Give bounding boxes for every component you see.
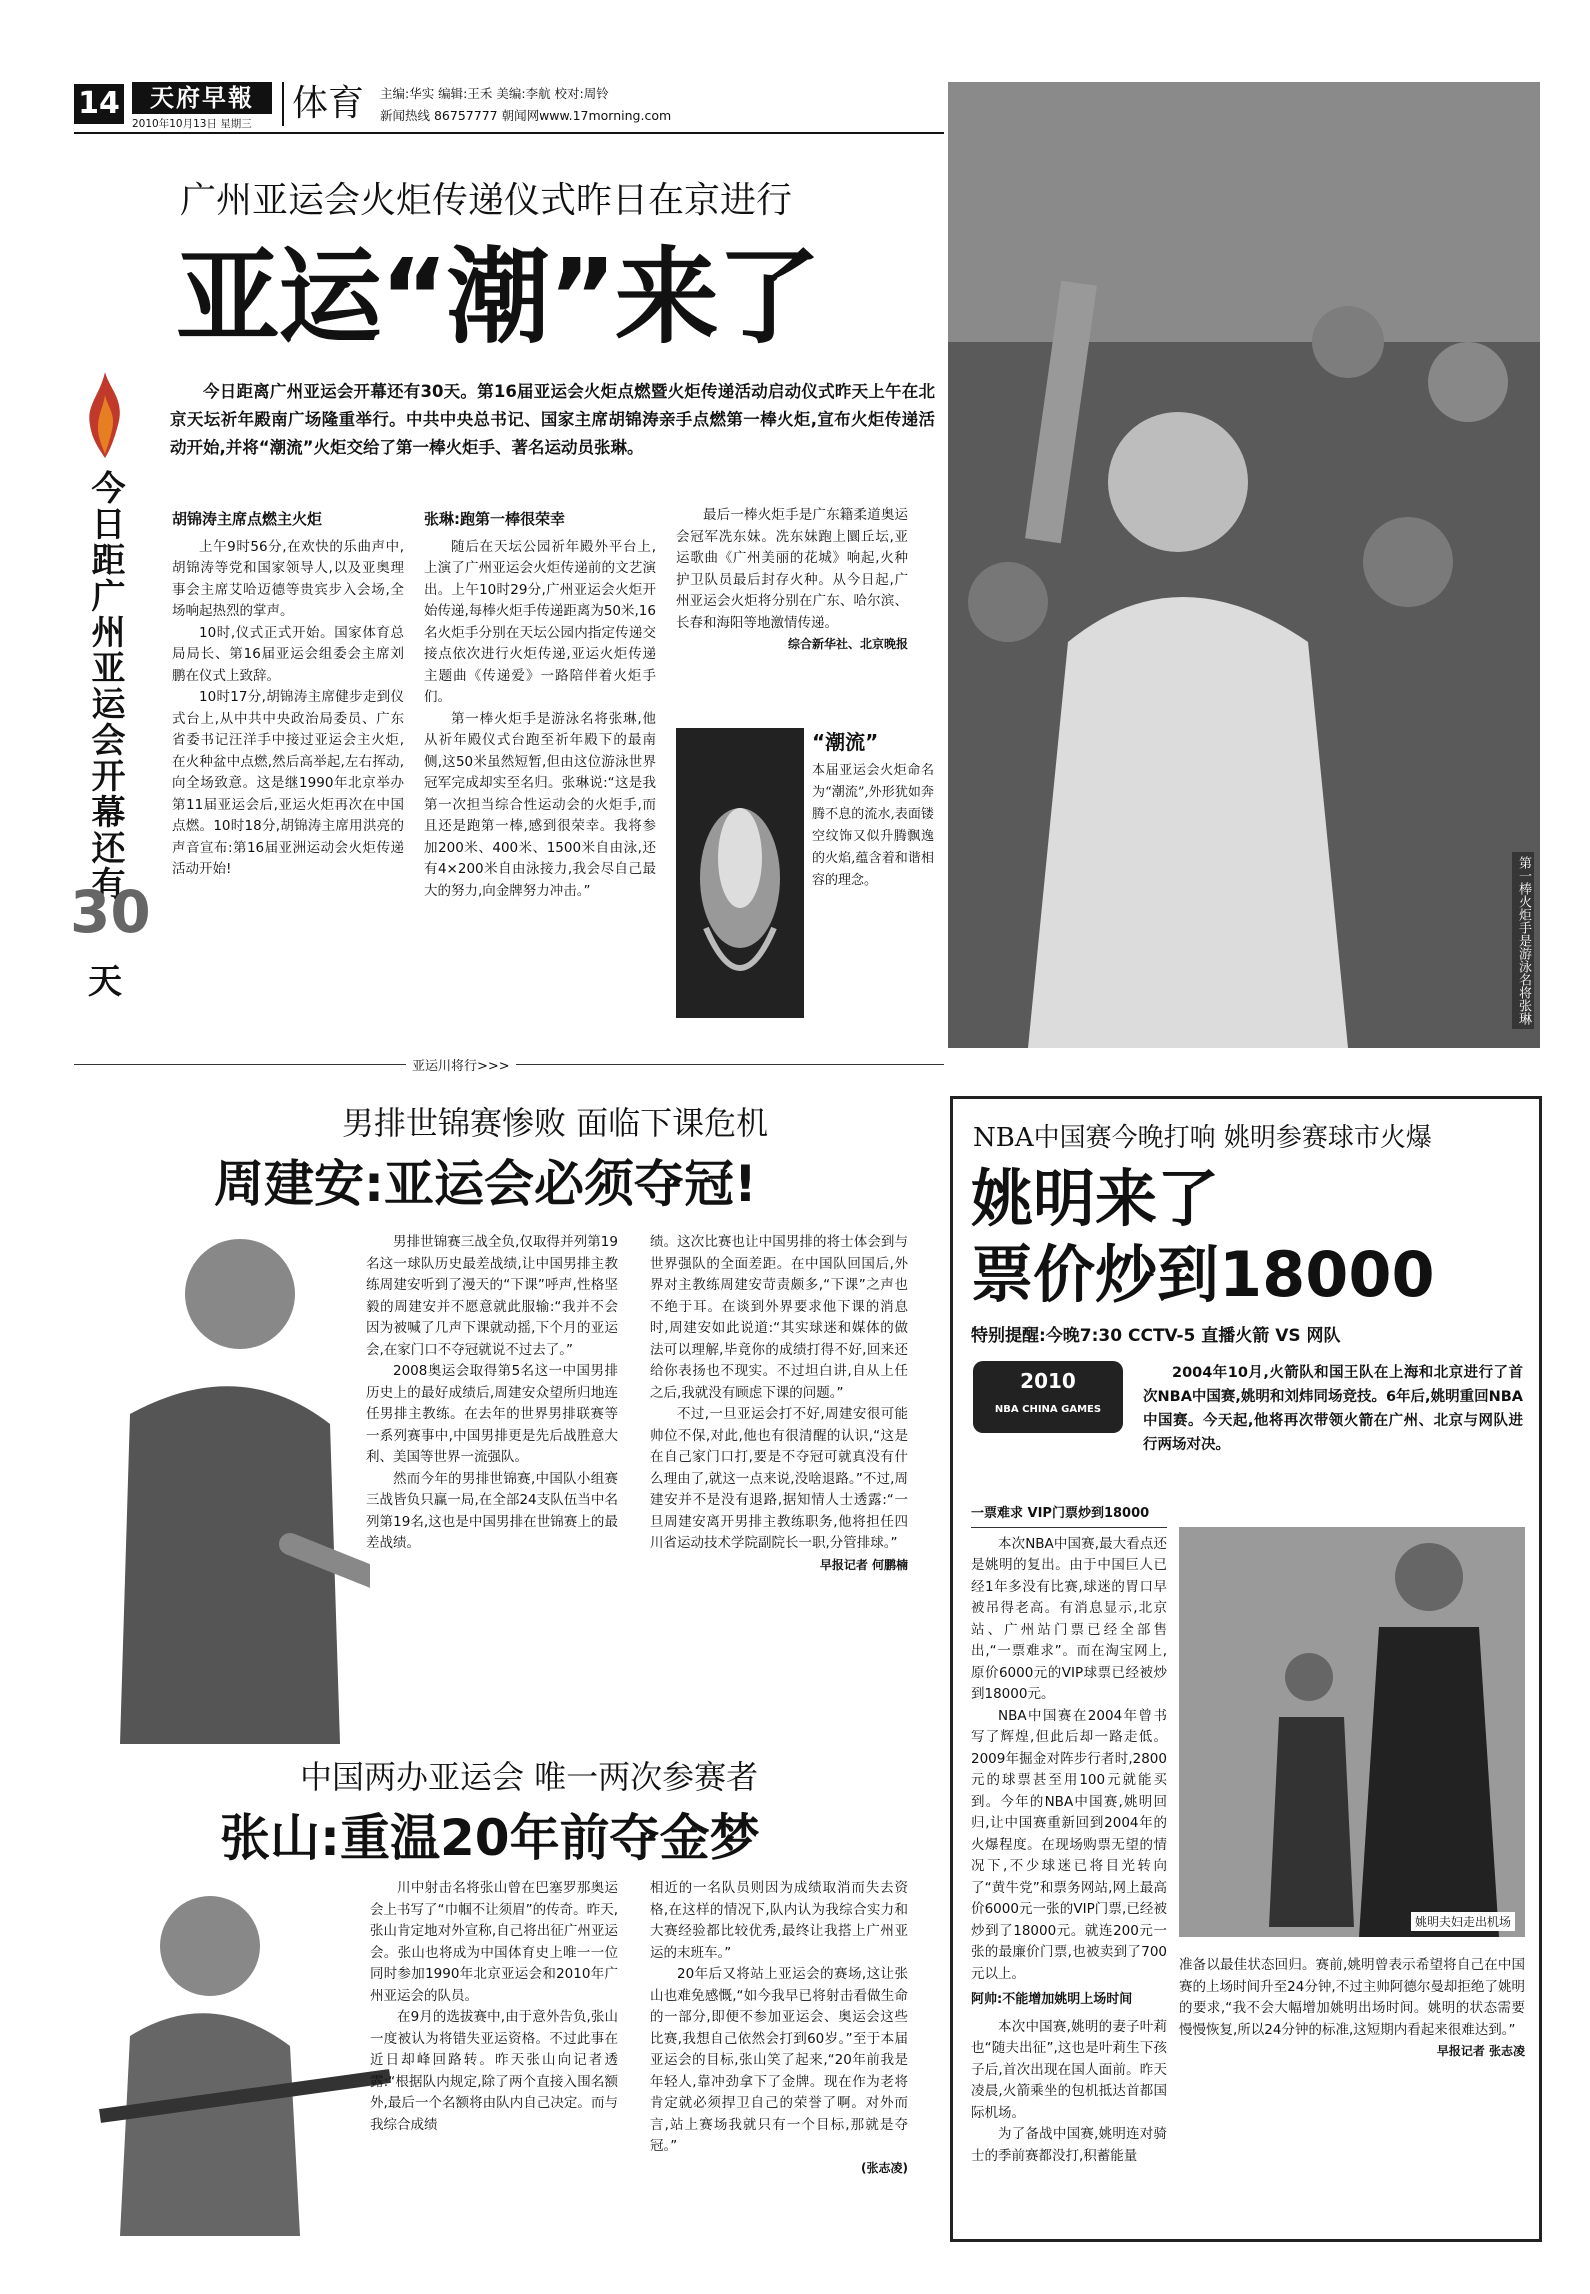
zhangshan-headline: 张山:重温20年前夺金梦 <box>220 1809 760 1867</box>
main-lead: 今日距离广州亚运会开幕还有30天。第16届亚运会火炬点燃暨火炬传递活动启动仪式昨天上午在北京天坛祈年殿南广场隆重举行。中共中央总书记、国家主席胡锦涛亲手点燃第一棒火炬,宣布火炬传递活动开始,并将“潮流”火炬交给了第一棒火炬手、著名运动员张琳。 <box>170 382 935 457</box>
logo-text: NBA CHINA GAMES <box>994 1404 1102 1415</box>
yao-photo-caption: 姚明夫妇走出机场 <box>1411 1912 1515 1931</box>
nba-headline-2: 票价炒到18000 <box>971 1238 1435 1311</box>
main-col1-p1: 上午9时56分,在欢快的乐曲声中,胡锦涛等党和国家领导人,以及亚奥理事会主席艾哈迈德等贵宾步入会场,全场响起热烈的掌声。 <box>172 538 404 619</box>
zhangshan-photo <box>90 1876 400 2236</box>
zhangshan-col-2 <box>650 1878 908 2179</box>
flame-logo <box>80 370 130 460</box>
nba-sub-2: 阿帅:不能增加姚明上场时间 <box>971 1992 1133 2007</box>
main-col1-subhead: 胡锦涛主席点燃主火炬 <box>172 510 323 528</box>
yao-couple-photo <box>1179 1527 1525 1937</box>
nba-p1: 本次NBA中国赛,最大看点还是姚明的复出。由于中国巨人已经1年多没有比赛,球迷的胃口早被吊得老高。有消息显示,北京站、广州站门票已经全部售出,“一票难求”。而在淘宝网上,原价6000元的VIP球票已经被炒到18000元。 <box>971 1535 1167 1702</box>
nba-sub-1: 一票难求 VIP门票炒到18000 <box>971 1503 1167 1528</box>
main-col-3 <box>676 505 908 656</box>
countdown-sidebar <box>70 370 151 1020</box>
volleyball-col-2 <box>650 1232 908 1576</box>
main-col2-subhead: 张琳:跑第一棒很荣幸 <box>424 510 565 528</box>
hotline: 新闻热线 86757777 朝闻网www.17morning.com <box>380 108 672 123</box>
coach-photo <box>90 1224 370 1744</box>
photo-caption: 第一棒火炬手是游泳名将张琳 <box>1512 852 1534 1029</box>
volleyball-headline: 周建安:亚运会必须夺冠! <box>214 1155 757 1213</box>
main-col2-p2: 第一棒火炬手是游泳名将张琳,他从祈年殿仪式台跑至祈年殿下的最南侧,这50米虽然短暂,但由这位游泳世界冠军完成却实至名归。张琳说:“这是我第一次担当综合性运动会的火炬手,而且还是跑第一棒,感到很荣幸。我将参加200米、400米、1500米自由泳,还有4×200米自由泳接力,我会尽自己最大的努力,向金牌努力冲击。” <box>424 710 656 899</box>
volleyball-credit: 早报记者 何鹏楠 <box>819 1557 908 1572</box>
countdown-number: 30 <box>70 878 151 946</box>
paper-logo: 天府早報 <box>132 82 272 114</box>
divider-label: 亚运川将行>>> <box>406 1055 516 1074</box>
volleyball-kicker: 男排世锦赛惨败 面临下课危机 <box>342 1104 769 1142</box>
torch-box <box>676 720 938 1020</box>
countdown-unit: 天 <box>88 962 122 1002</box>
zhangshan-col-1 <box>370 1878 618 2136</box>
main-kicker: 广州亚运会火炬传递仪式昨日在京进行 <box>180 180 793 221</box>
main-col1-p3: 10时17分,胡锦涛主席健步走到仪式台上,从中共中央政治局委员、广东省委书记汪洋手中接过亚运会主火炬,在火种盆中点燃,然后高举起,左右挥动,向全场致意。这是继1990年北京举办第11届亚运会后,亚运火炬再次在中国点燃。10时18分,胡锦涛主席用洪亮的声音宣布:第16届亚洲运动会火炬传递活动开始! <box>172 689 404 877</box>
nba-box <box>950 1096 1542 2242</box>
nba-headline-1: 姚明来了 <box>971 1162 1220 1235</box>
main-col3-credit: 综合新华社、北京晚报 <box>787 637 908 651</box>
nba-intro: 2004年10月,火箭队和国王队在上海和北京进行了首次NBA中国赛,姚明和刘炜同场竞技。6年后,姚明重回NBA中国赛。今天起,他将再次带领火箭在广州、北京与网队进行两场对决。 <box>1143 1365 1523 1453</box>
nba-p2: NBA中国赛在2004年曾书写了辉煌,但此后却一路走低。2009年掘金对阵步行者时,2800元的球票甚至用100元就能买到。今年的NBA中国赛,姚明回归,让中国赛重新回到2004年的火爆程度。在现场购票无望的情况下,不少球迷已将目光转向了“黄牛党”和票务网站,网上最高价6000元一张的VIP门票,已经被炒到了18000元。就连200元一张的最廉价门票,也被卖到了700元以上。 <box>971 1707 1167 1982</box>
nba-credit: 早报记者 张志凌 <box>1436 2044 1525 2058</box>
nba-col-2 <box>1179 1955 1525 2063</box>
torch-relay-photo <box>948 82 1540 1048</box>
volleyball-col2-p2: 不过,一旦亚运会打不好,周建安很可能帅位不保,对此,他也有很清醒的认识,“这是在自己家门口打,要是不夺冠可就真没有什么理由了,就这一点来说,没啥退路。”不过,周建安并不是没有退路,据知情人士透露:“一旦周建安离开男排主教练职务,他将担任四川省运动技术学院副院长一职,分管排球。” <box>650 1406 908 1551</box>
section-name: 体育 <box>282 82 364 126</box>
volleyball-col1-p1: 男排世锦赛三战全负,仅取得并列第19名这一球队历史最差战绩,让中国男排主教练周建安听到了漫天的“下课”呼声,性格坚毅的周建安并不愿意就此服输:“我并不会因为被喊了几声下课就动摇,下个月的亚运会,在家门口不夺冠就说不过去了。” <box>366 1234 618 1358</box>
header-rule <box>74 132 944 134</box>
nba-p4: 为了备战中国赛,姚明连对骑士的季前赛都没打,积蓄能量 <box>971 2126 1167 2164</box>
nba-china-games-logo <box>973 1361 1123 1433</box>
zhangshan-col1-p2: 在9月的选拔赛中,由于意外告负,张山一度被认为将错失亚运资格。不过此事在近日却峰回路转。昨天张山向记者透露:“根据队内规定,除了两个直接入围名额外,最后一个名额将由队内自己决定。而与我综合成绩 <box>370 2009 618 2133</box>
main-col-2 <box>424 505 656 902</box>
nba-p3: 本次中国赛,姚明的妻子叶莉也“随夫出征”,这也是叶莉生下孩子后,首次出现在国人面前。昨天凌晨,火箭乘坐的包机抵达首都国际机场。 <box>971 2018 1167 2121</box>
issue-date: 2010年10月13日 星期三 <box>132 118 252 130</box>
zhangshan-col1-p1: 川中射击名将张山曾在巴塞罗那奥运会上书写了“巾帼不让须眉”的传奇。昨天,张山肯定地对外宣称,自己将出征广州亚运会。张山也将成为中国体育史上唯一一位同时参加1990年北京亚运会和2010年广州亚运会的队员。 <box>370 1880 618 2004</box>
volleyball-col-1 <box>366 1232 618 1555</box>
zhangshan-credit: (张志凌) <box>861 2160 908 2175</box>
countdown-text: 今日距广州亚运会开幕还有 <box>85 470 125 902</box>
torch-title: “潮流” <box>812 730 879 754</box>
main-col2-p1: 随后在天坛公园祈年殿外平台上,上演了广州亚运会火炬传递前的文艺演出。上午10时29分,广州亚运会火炬开始传递,每棒火炬手传递距离为50米,16名火炬手分别在天坛公园内指定传递交接点依次进行火炬传递,亚运火炬传递主题曲《传递爱》一路陪伴着火炬手们。 <box>424 538 656 705</box>
page-number: 14 <box>74 84 124 124</box>
nba-p5: 准备以最佳状态回归。赛前,姚明曾表示希望将自己在中国赛的上场时间升至24分钟,不过主帅阿德尔曼却拒绝了姚明的要求,“我不会大幅增加姚明出场时间。姚明的状态需要慢慢恢复,所以24分钟的标准,这短期内看起来很难达到。” <box>1179 1957 1525 2038</box>
nba-kicker: NBA中国赛今晚打响 姚明参赛球市火爆 <box>973 1123 1432 1153</box>
main-col-1 <box>172 505 404 881</box>
torch-photo <box>676 728 804 1018</box>
nba-col-1 <box>971 1499 1167 2167</box>
volleyball-col2-p1: 绩。这次比赛也让中国男排的将士体会到与世界强队的全面差距。在中国队回国后,外界对主教练周建安苛责颇多,“下课”之声也不绝于耳。在谈到外界要求他下课的消息时,周建安如此说道:“其实球迷和媒体的做法可以理解,毕竟你的成绩打得不好,回来还给你表扬也不现实。不过坦白讲,自从上任之后,我就没有顾虑下课的问题。” <box>650 1234 908 1401</box>
volleyball-col1-p2: 2008奥运会取得第5名这一中国男排历史上的最好成绩后,周建安众望所归地连任男排主教练。在去年的世界男排联赛等一系列赛事中,中国男排更是先后战胜意大利、美国等世界一流强队。 <box>366 1363 618 1465</box>
staff-line: 主编:华实 编辑:王禾 美编:李航 校对:周铃 <box>380 86 609 101</box>
nba-reminder: 特别提醒:今晚7:30 CCTV-5 直播火箭 VS 网队 <box>971 1326 1341 1346</box>
main-headline: 亚运“潮”来了 <box>176 236 819 358</box>
main-col1-p2: 10时,仪式正式开始。国家体育总局局长、第16届亚运会组委会主席刘鹏在仪式上致辞。 <box>172 624 404 684</box>
zhangshan-col2-p1: 相近的一名队员则因为成绩取消而失去资格,在这样的情况下,队内认为我综合实力和大赛经验都比较优秀,最终让我搭上广州亚运的末班车。” <box>650 1880 908 1961</box>
torch-desc: 本届亚运会火炬命名为“潮流”,外形犹如奔腾不息的流水,表面镂空纹饰又似升腾飘逸的火焰,蕴含着和谐相容的理念。 <box>812 763 934 888</box>
volleyball-col1-p3: 然而今年的男排世锦赛,中国队小组赛三战皆负只赢一局,在全部24支队伍当中名列第19名,这也是中国男排在世锦赛上的最差战绩。 <box>366 1470 618 1551</box>
logo-year: 2010 <box>1020 1369 1076 1393</box>
main-col3-p1: 最后一棒火炬手是广东籍柔道奥运会冠军冼东妹。冼东妹跑上圜丘坛,亚运歌曲《广州美丽的花城》响起,火种护卫队员最后封存火种。从今日起,广州亚运会火炬将分别在广东、哈尔滨、长春和海阳等地激情传递。 <box>676 507 908 631</box>
zhangshan-kicker: 中国两办亚运会 唯一两次参赛者 <box>300 1758 759 1796</box>
zhangshan-col2-p2: 20年后又将站上亚运会的赛场,这让张山也难免感慨,“如今我早已将射击看做生命的一部分,即便不参加亚运会、奥运会这些比赛,我想自己依然会打到60岁。”至于本届亚运会的目标,张山笑了起来,“20年前我是年轻人,靠冲劲拿下了金牌。现在作为老将肯定就必须捍卫自己的荣誉了啊。对外而言,站上赛场我就只有一个目标,那就是夺冠。” <box>650 1966 908 2154</box>
